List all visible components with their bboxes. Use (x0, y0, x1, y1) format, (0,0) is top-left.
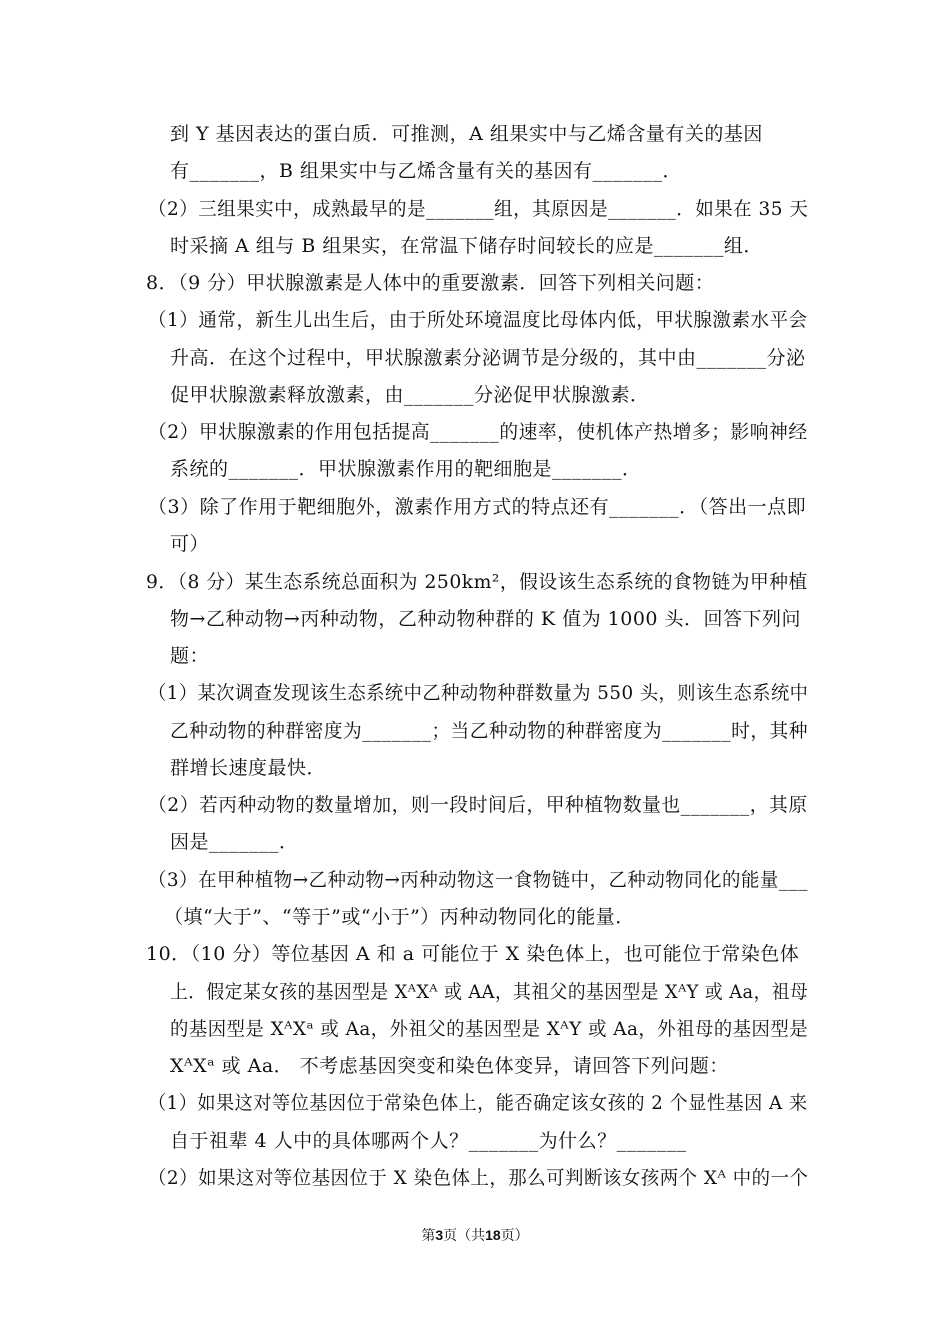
text-line: （1）如果这对等位基因位于常染色体上，能否确定该女孩的 2 个显性基因 A 来 (148, 1092, 808, 1114)
text-line: （填“大于”、“等于”或“小于”）丙种动物同化的能量． (164, 906, 635, 928)
question-10-heading: 10．（10 分）等位基因 A 和 a 可能位于 X 染色体上，也可能位于常染色体 (146, 943, 800, 965)
text-line: 有_______，B 组果实中与乙烯含量有关的基因有_______． (170, 160, 683, 182)
page-total: 18 (485, 1227, 501, 1243)
footer-prefix: 第 (421, 1228, 436, 1244)
text-line: （3）除了作用于靶细胞外，激素作用方式的特点还有_______．（答出一点即 (148, 496, 807, 518)
text-line: 系统的_______．甲状腺激素作用的靶细胞是_______． (170, 458, 642, 480)
footer-suffix: 页） (500, 1228, 529, 1244)
text-line: 升高．在这个过程中，甲状腺激素分泌调节是分级的，其中由_______分泌 (170, 347, 806, 369)
text-line: 因是_______． (170, 831, 299, 853)
question-8-heading: 8．（9 分）甲状腺激素是人体中的重要激素．回答下列相关问题： (146, 272, 715, 294)
text-line: （2）若丙种动物的数量增加，则一段时间后，甲种植物数量也_______，其原 (148, 794, 808, 816)
page-footer (0, 1226, 950, 1245)
text-line: 促甲状腺激素释放激素，由_______分泌促甲状腺激素． (170, 384, 650, 406)
text-line: 的基因型是 XᴬXᵃ 或 Aa，外祖父的基因型是 XᴬY 或 Aa，外祖母的基因型是 (170, 1018, 809, 1040)
page-number: 3 (435, 1227, 444, 1243)
footer-mid: 页（共 (443, 1228, 486, 1244)
text-line: 乙种动物的种群密度为_______；当乙种动物的种群密度为_______时，其种 (170, 720, 809, 742)
text-line: XᴬXᵃ 或 Aa． 不考虑基因突变和染色体变异，请回答下列问题： (170, 1055, 729, 1077)
text-line: 到 Y 基因表达的蛋白质．可推测，A 组果实中与乙烯含量有关的基因 (170, 123, 763, 145)
text-line: 群增长速度最快． (170, 757, 327, 779)
text-line: （2）如果这对等位基因位于 X 染色体上，那么可判断该女孩两个 Xᴬ 中的一个 (148, 1167, 809, 1189)
text-line: （1）通常，新生儿出生后，由于所处环境温度比母体内低，甲状腺激素水平会 (148, 309, 808, 331)
text-line: 上．假定某女孩的基因型是 XᴬXᴬ 或 AA，其祖父的基因型是 XᴬY 或 Aa，祖母 (170, 981, 809, 1003)
text-line: 题： (170, 645, 210, 667)
text-line: 时采摘 A 组与 B 组果实，在常温下储存时间较长的应是_______组． (170, 235, 763, 257)
question-9-heading: 9．（8 分）某生态系统总面积为 250km²，假设该生态系统的食物链为甲种植 (146, 571, 808, 593)
text-line: （1）某次调查发现该生态系统中乙种动物种群数量为 550 头，则该生态系统中 (148, 682, 809, 704)
text-line: （2）甲状腺激素的作用包括提高_______的速率，使机体产热增多；影响神经 (148, 421, 808, 443)
text-line: （2）三组果实中，成熟最早的是_______组，其原因是_______．如果在 35 天 (148, 198, 809, 220)
text-line: 物→乙种动物→丙种动物，乙种动物种群的 K 值为 1000 头．回答下列问 (170, 608, 802, 630)
text-line: 自于祖辈 4 人中的具体哪两个人？_______为什么？_______ (170, 1130, 687, 1152)
text-line: 可） (170, 533, 210, 555)
text-line: （3）在甲种植物→乙种动物→丙种动物这一食物链中，乙种动物同化的能量___ (148, 869, 808, 891)
